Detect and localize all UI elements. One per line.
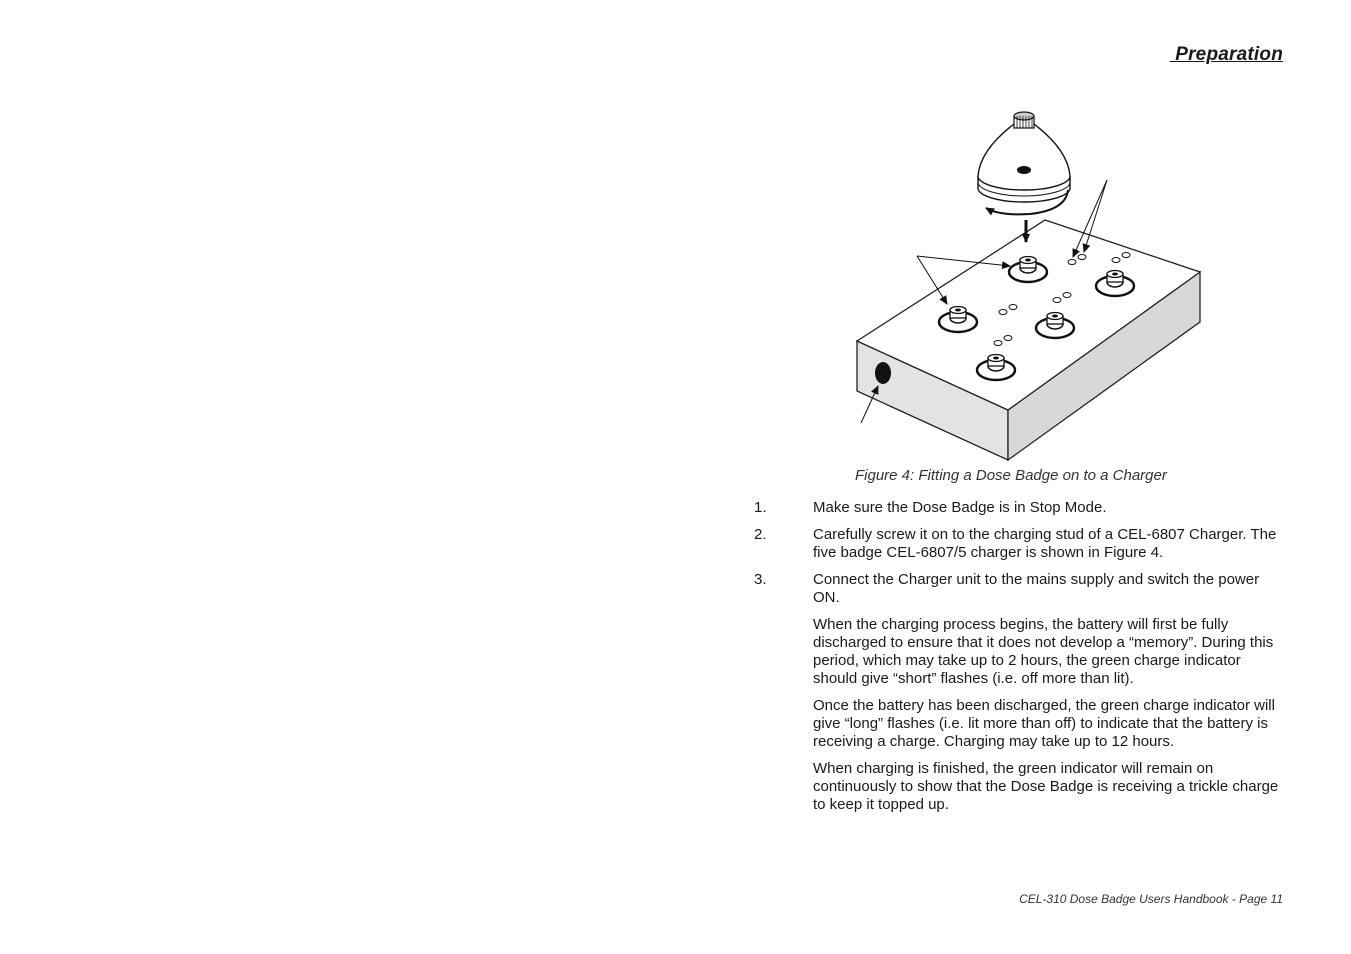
step-number: 1. [754,499,767,516]
figure-caption: Figure 4: Fitting a Dose Badge on to a Charger [855,467,1167,484]
step-text: Connect the Charger unit to the mains supply and switch the power ON. [813,571,1260,606]
power-socket [875,362,891,384]
step-number: 2. [754,526,767,543]
list-item [754,571,1284,607]
page-footer: CEL-310 Dose Badge Users Handbook - Page 11 [1019,892,1283,906]
body-paragraph: When charging is finished, the green indicator will remain on continuously to show that the Dose Badge is receiving a trickle charge to keep it topped up. [813,760,1279,813]
page-title: Preparation [1169,44,1283,65]
dose-badge [978,112,1070,202]
body-paragraph: Once the battery has been discharged, the green charge indicator will give “long” flashes (i.e. lit more than off) to indicate that the battery is receiving a charge. Charging may take up to 12 hours. [813,697,1275,750]
body-paragraph: When the charging process begins, the battery will first be fully discharged to ensure that it does not develop a “memory”. During this period, which may take up to 2 hours, the green charge indicator should give “short” flashes (i.e. off more than lit). [813,616,1274,687]
step-text: Make sure the Dose Badge is in Stop Mode. [813,499,1107,516]
list-item [754,499,1284,517]
charger-figure [840,96,1220,466]
list-item [754,526,1284,562]
instruction-list [754,499,1284,823]
step-text: Carefully screw it on to the charging stud of a CEL-6807 Charger. The five badge CEL-6807/5 charger is shown in Figure 4. [813,526,1277,561]
badge-led [1017,166,1031,174]
step-number: 3. [754,571,767,588]
charger-illustration [840,96,1220,466]
